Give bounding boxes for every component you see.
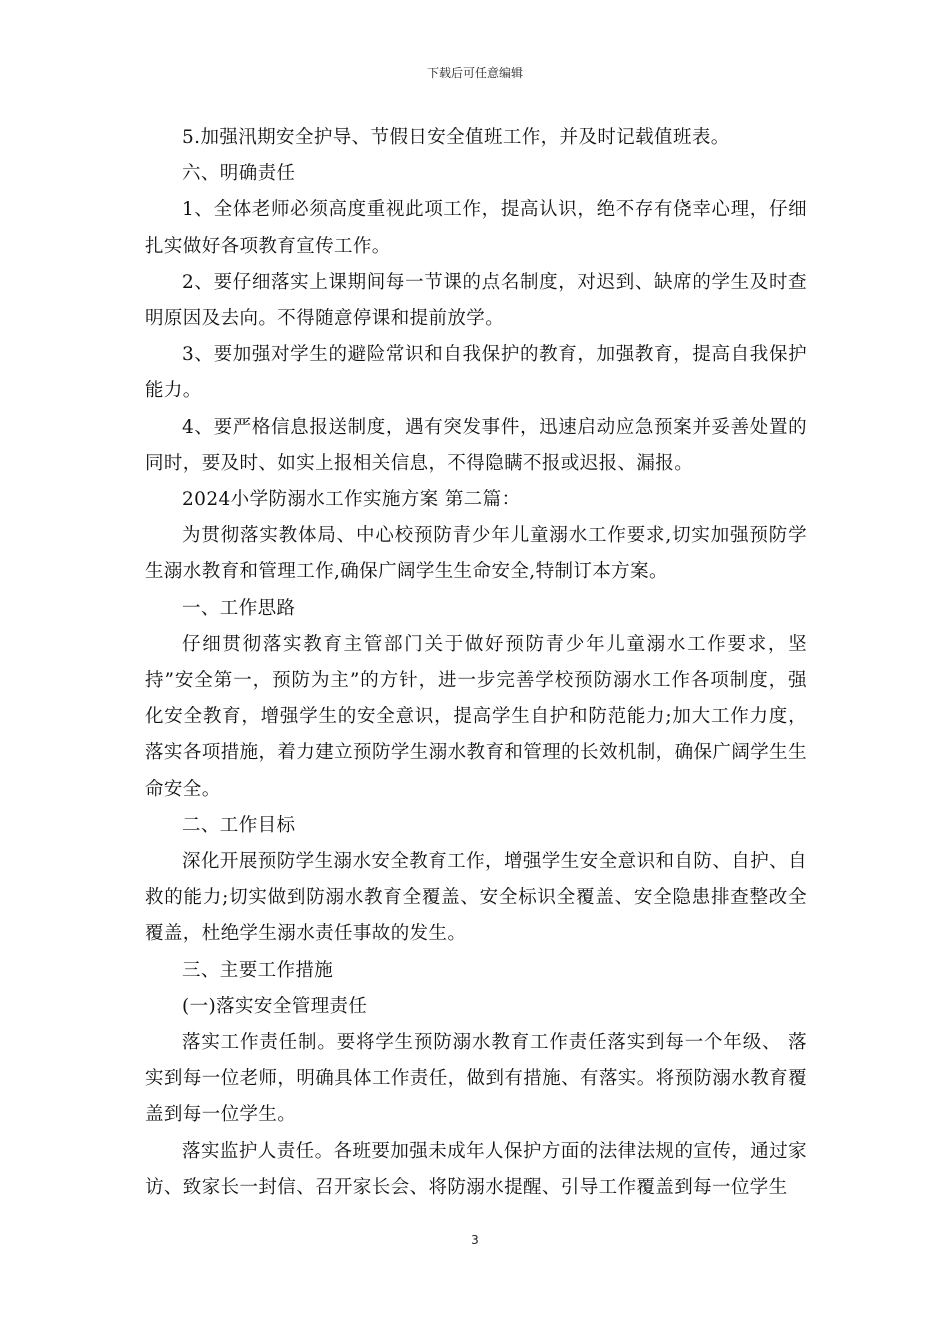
paragraph: 4、要严格信息报送制度，遇有突发事件，迅速启动应急预案并妥善处置的同时，要及时、如实上报相关信息，不得隐瞒不报或迟报、漏报。	[145, 416, 807, 474]
paragraph: 落实监护人责任。各班要加强未成年人保护方面的法律法规的宣传，通过家访、致家长一封信、召开家长会、将防溺水提醒、引导工作覆盖到每一位学生	[145, 1140, 807, 1198]
document-body	[145, 120, 807, 1206]
page-number: 3	[471, 1233, 479, 1247]
paragraph: 2、要仔细落实上课期间每一节课的点名制度，对迟到、缺席的学生及时查明原因及去向。不得随意停课和提前放学。	[145, 271, 807, 330]
paragraph: 为贯彻落实教体局、中心校预防青少年儿童溺水工作要求,切实加强预防学生溺水教育和管理工作,确保广阔学生生命安全,特制订本方案。	[145, 525, 807, 583]
section-heading: 一、工作思路	[182, 597, 296, 619]
paragraph: 深化开展预防学生溺水安全教育工作，增强学生安全意识和自防、自护、自救的能力;切实做到防溺水教育全覆盖、安全标识全覆盖、安全隐患排查整改全覆盖，杜绝学生溺水责任事故的发生。	[145, 851, 807, 945]
subsection-heading: (一)落实安全管理责任	[182, 995, 368, 1017]
paragraph: 仔细贯彻落实教育主管部门关于做好预防青少年儿童溺水工作要求，坚持”安全第一，预防为主”的方针，进一步完善学校预防溺水工作各项制度，强化安全教育，增强学生的安全意识，提高学生自护和防范能力;加大工作力度，落实各项措施，着力建立预防学生溺水教育和管理的长效机制，确保广阔学生生命安全。	[145, 633, 807, 800]
section-heading: 二、工作目标	[182, 814, 296, 836]
paragraph: 3、要加强对学生的避险常识和自我保护的教育，加强教育，提高自我保护能力。	[145, 344, 807, 402]
section-heading: 三、主要工作措施	[182, 959, 334, 981]
section-title: 2024小学防溺水工作实施方案 第二篇：	[182, 489, 521, 511]
paragraph: 1、全体老师必须高度重视此项工作，提高认识，绝不存有侥幸心理，仔细扎实做好各项教育宣传工作。	[145, 199, 807, 257]
section-heading: 六、明确责任	[182, 163, 296, 185]
paragraph: 5.加强汛期安全护导、节假日安全值班工作，并及时记载值班表。	[182, 127, 730, 148]
paragraph: 落实工作责任制。要将学生预防溺水教育工作责任落实到每一个年级、 落实到每一位老师，明确具体工作责任，做到有措施、有落实。将预防溺水教育覆盖到每一位学生。	[145, 1032, 807, 1126]
page-header: 下载后可任意编辑	[426, 66, 523, 80]
